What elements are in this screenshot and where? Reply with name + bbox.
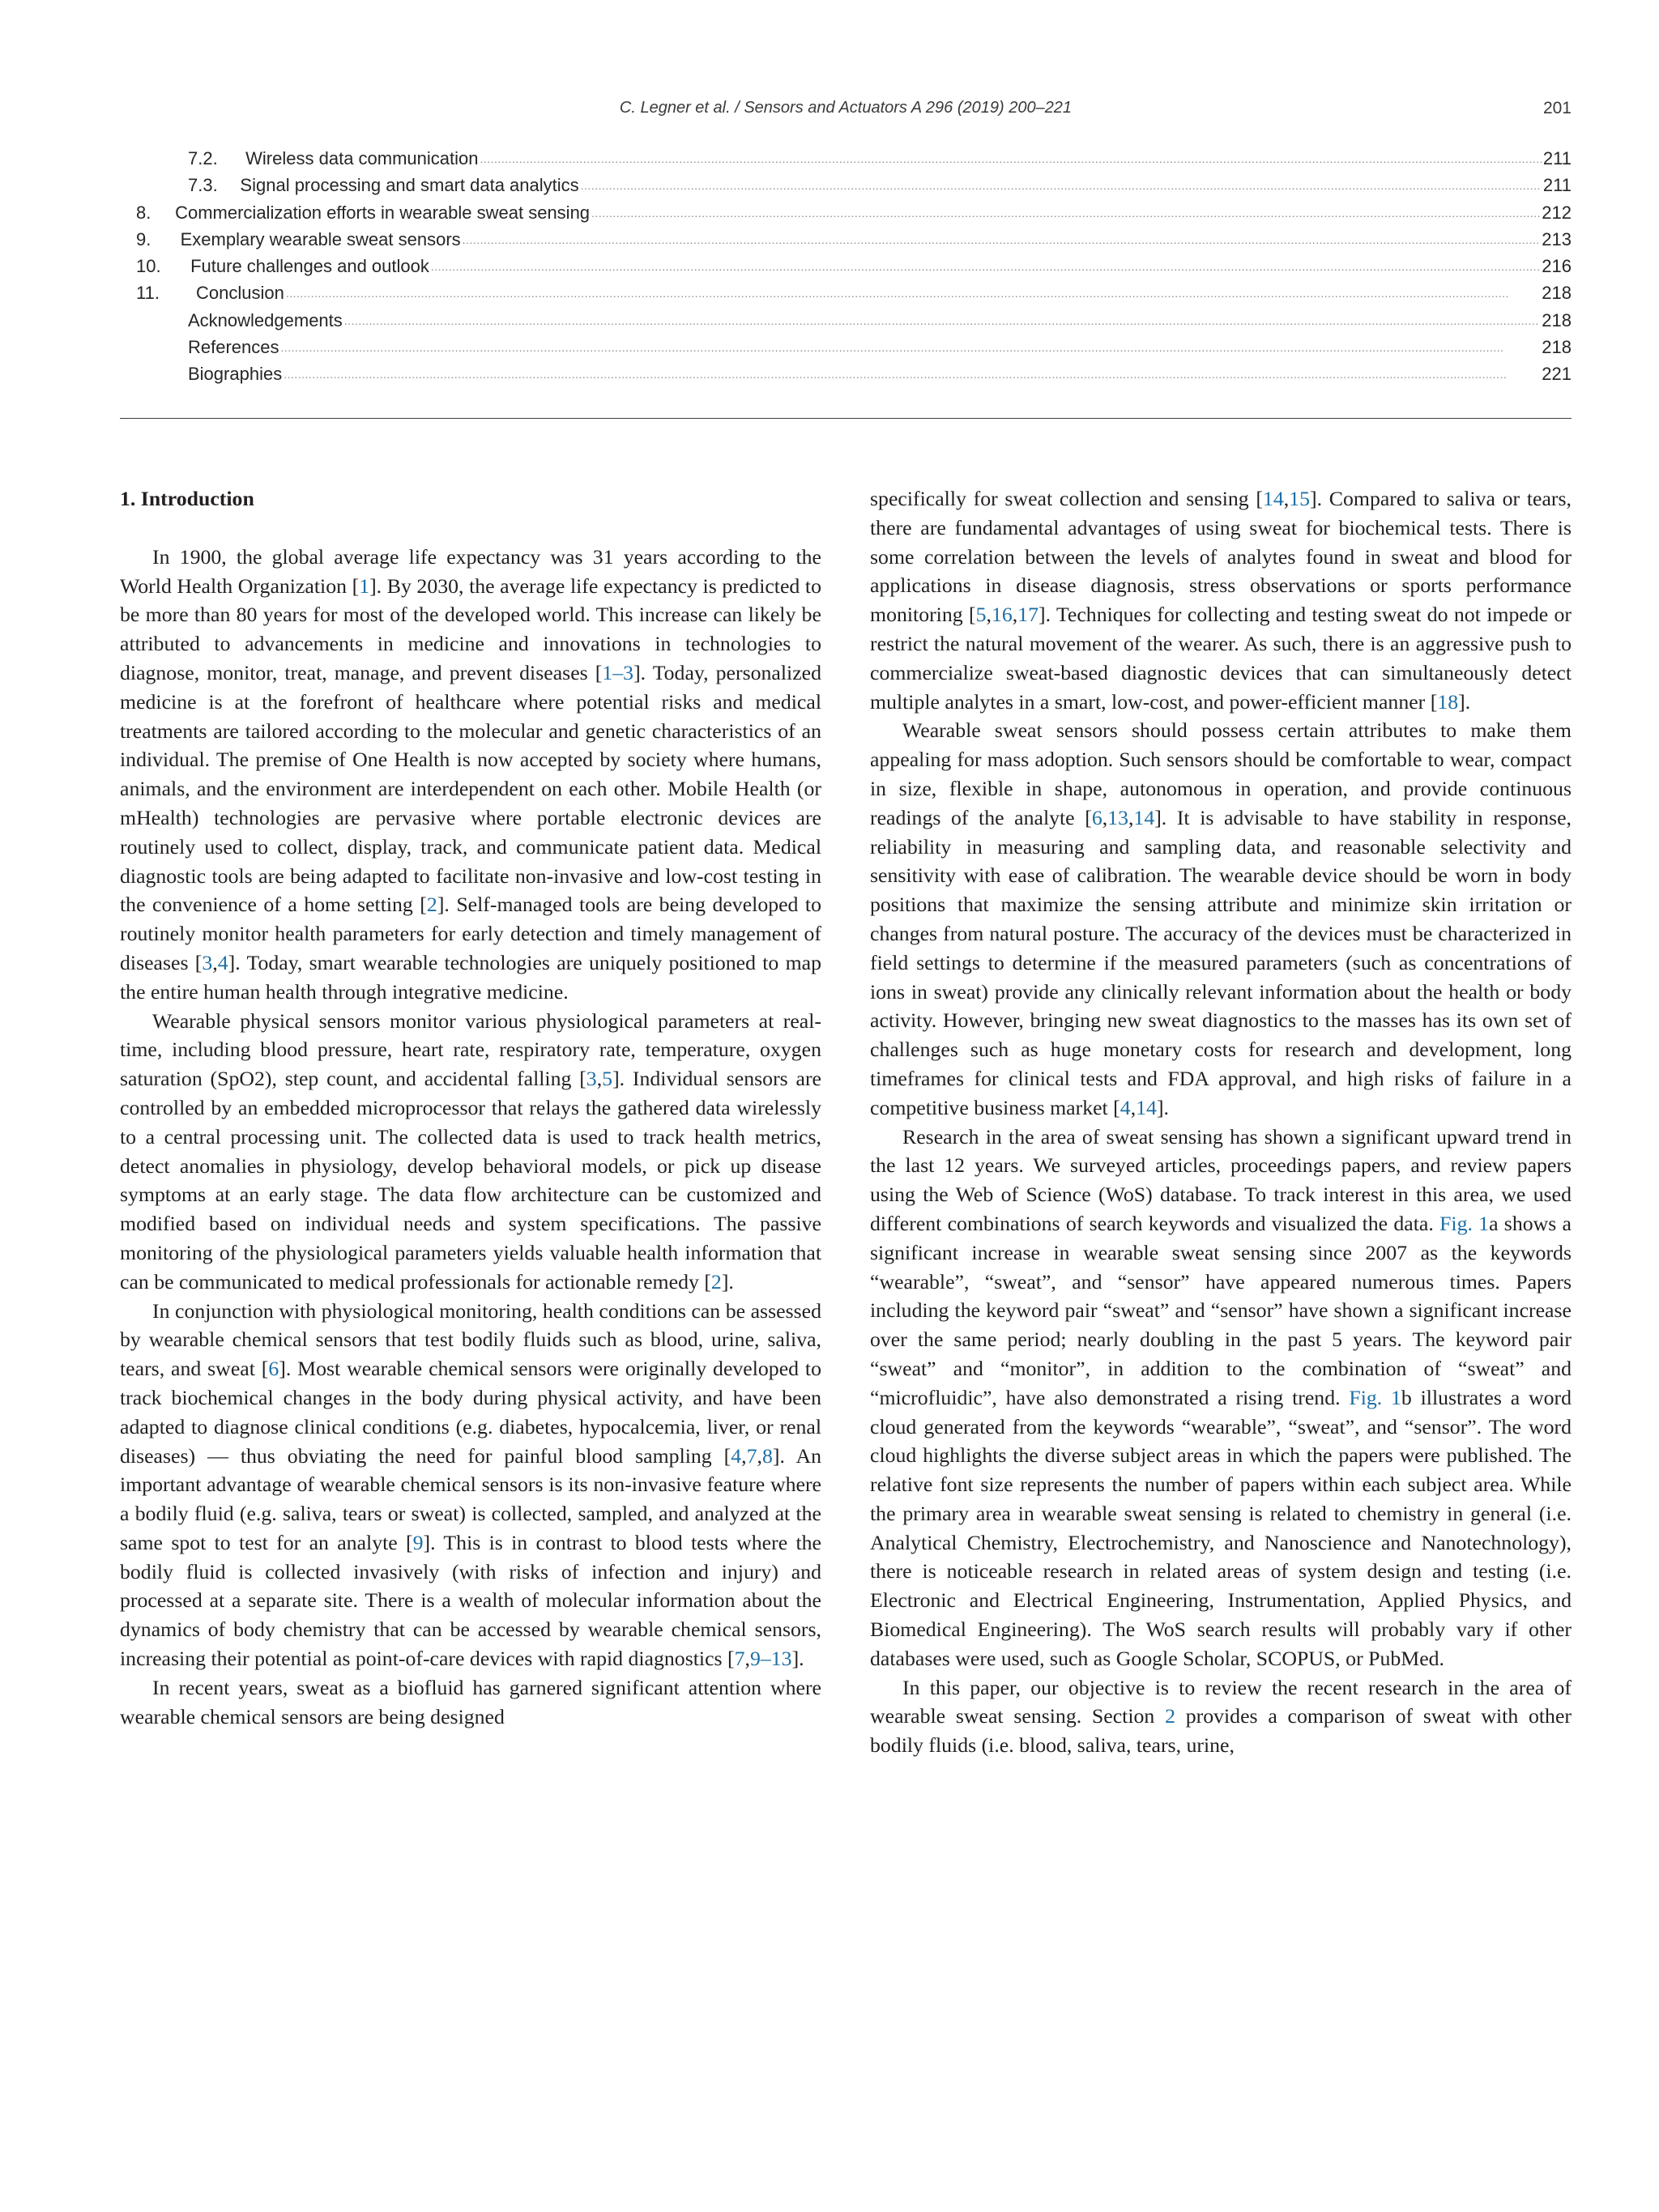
toc-entry[interactable] bbox=[120, 175, 1572, 202]
citation-link[interactable]: 5 bbox=[602, 1067, 613, 1091]
toc-dot-leader bbox=[284, 368, 1540, 381]
text-run: , bbox=[596, 1067, 603, 1091]
paragraph bbox=[120, 543, 821, 1007]
text-run: specifically for sweat collection and sensing [ bbox=[870, 487, 1263, 510]
toc-entry-page: 211 bbox=[1542, 148, 1572, 168]
text-run: ]. bbox=[1156, 1095, 1169, 1119]
citation-link[interactable]: 7 bbox=[746, 1443, 757, 1468]
toc-entry-page: 211 bbox=[1542, 175, 1572, 196]
citation-link[interactable]: 4 bbox=[217, 950, 228, 974]
toc-entry[interactable] bbox=[120, 256, 1572, 283]
citation-link[interactable]: 4 bbox=[731, 1443, 742, 1468]
text-run: ]. By 2030, the average life expectancy is predicted to be more than 80 years for most of the developed world. This increase can likely be attributed to advancements in medicine and innovations in technologies to diagnose, monitor, treat, manage, and prevent diseases [ bbox=[120, 573, 821, 684]
text-run: , bbox=[1012, 603, 1018, 627]
citation-link[interactable]: 5 bbox=[975, 603, 987, 627]
citation-link[interactable]: 14 bbox=[1136, 1095, 1157, 1119]
toc-entry-title: Wireless data communication bbox=[245, 148, 479, 168]
citation-link[interactable]: 1 bbox=[359, 573, 370, 598]
text-run: b illustrates a word cloud generated from the keywords “wearable”, “sweat”, and “sensor”. The word cloud highlights the diverse subject areas in which the papers were published. The relative font size represents the number of papers within each subject area. While the primary area in wearable sweat sensing is related to chemistry in general (i.e. Analytical Chemistry, Electrochemistry, and Nanoscience and Nanotechnology), there is noticeable research in related areas of system design and testing (i.e. Electronic and Electrical Engineering, Instrumentation, Applied Physics, and Biomedical Engineering). The WoS search results will probably vary if other databases were used, such as Google Scholar, SCOPUS, or PubMed. bbox=[870, 1385, 1572, 1670]
toc-entry-number: 11. bbox=[136, 283, 160, 304]
text-run: , bbox=[212, 950, 218, 974]
citation-link[interactable]: 7 bbox=[734, 1647, 745, 1671]
toc-entry[interactable] bbox=[120, 202, 1572, 229]
citation-link[interactable]: 3 bbox=[202, 950, 213, 974]
text-run: , bbox=[1283, 487, 1290, 510]
text-run: In recent years, sweat as a biofluid has garnered significant attention where wearable chemical sensors are being designed bbox=[120, 1675, 821, 1728]
text-run: ]. Techniques for collecting and testing sweat do not impede or restrict the natural movement of the wearer. As such, there is an aggressive push to commercialize sweat-based diagnostic devices that can simultaneously detect multiple analytes in a smart, low-cost, and power-efficient manner [ bbox=[870, 603, 1572, 714]
citation-link[interactable]: 15 bbox=[1289, 487, 1311, 510]
text-run: ]. It is advisable to have stability in response, reliability in measuring and sampling data, and reasonable selectivity and sensitivity with ease of calibration. The wearable device should be worn in body positions that maximize the sensing attribute and minimize skin irritation or changes from natural posture. The accuracy of the devices must be characterized in field settings to determine if the measured parameters (such as concentrations of ions in sweat) provide any clinically relevant information about the health or body activity. However, bringing new sweat diagnostics to the masses has its own set of challenges such as huge monetary costs for research and development, long timeframes for clinical tests and FDA approval, and high risks of failure in a competitive business market [ bbox=[870, 805, 1572, 1119]
toc-entry-number: 7.2. bbox=[188, 148, 218, 168]
text-run: ]. Most wearable chemical sensors were originally developed to track biochemical changes in the body during physical activity, and have been adapted to diagnose clinical conditions (e.g. diabetes, hypocalcemia, liver, or renal diseases) — thus obviating the need for painful blood sampling [ bbox=[120, 1357, 821, 1468]
text-run: In 1900, the global average life expectancy was 31 years according to the World Health Organization [ bbox=[120, 544, 821, 598]
citation-link[interactable]: 3 bbox=[586, 1067, 597, 1091]
text-run: In this paper, our objective is to review the recent research in the area of wearable sweat sensing. Section bbox=[870, 1675, 1572, 1728]
section-heading: 1. Introduction bbox=[120, 487, 254, 510]
toc-entry[interactable] bbox=[120, 283, 1572, 309]
paragraph bbox=[870, 716, 1572, 1122]
text-run: , bbox=[744, 1647, 750, 1671]
toc-entry-title: Acknowledgements bbox=[188, 309, 343, 330]
toc-dot-leader bbox=[286, 287, 1540, 300]
citation-link[interactable]: 9 bbox=[412, 1530, 424, 1554]
citation-link[interactable]: 9–13 bbox=[749, 1647, 792, 1671]
toc-dot-leader bbox=[463, 233, 1541, 246]
citation-link[interactable]: 2 bbox=[1165, 1704, 1175, 1728]
text-run: Research in the area of sweat sensing has shown a significant upward trend in the last 12 years. We surveyed articles, proceedings papers, and review papers using the Web of Science (WoS) database. To track interest in this area, we used different combinations of search keywords and visualized the data. bbox=[870, 1124, 1572, 1235]
text-run: In conjunction with physiological monitoring, health conditions can be assessed by wearable chemical sensors that test bodily fluids such as blood, urine, saliva, tears, and sweat [ bbox=[120, 1298, 821, 1381]
text-run: ]. bbox=[721, 1269, 734, 1294]
section-divider bbox=[120, 418, 1572, 419]
paragraph bbox=[120, 1007, 821, 1297]
paragraph bbox=[870, 1673, 1572, 1760]
text-run: Wearable physical sensors monitor various physiological parameters at real-time, including blood pressure, heart rate, respiratory rate, temperature, oxygen saturation (SpO2), step count, and accidental falling [ bbox=[120, 1008, 821, 1091]
toc-entry[interactable] bbox=[120, 148, 1572, 175]
text-run: ]. bbox=[1458, 689, 1471, 714]
running-title: C. Legner et al. / Sensors and Actuators A 296 (2019) 200–221 bbox=[619, 99, 1073, 117]
running-header bbox=[120, 99, 1572, 126]
toc-dot-leader bbox=[581, 179, 1542, 192]
toc-dot-leader bbox=[344, 314, 1541, 327]
citation-link[interactable]: 14 bbox=[1133, 805, 1155, 829]
toc-entry-page: 216 bbox=[1542, 256, 1572, 277]
toc-entry-number: 8. bbox=[136, 202, 151, 223]
text-run: , bbox=[1128, 805, 1134, 829]
toc-entry-title: Conclusion bbox=[196, 283, 284, 304]
text-run: ]. Compared to saliva or tears, there are fundamental advantages of using sweat for biochemical tests. There is some correlation between the levels of analytes found in sweat and blood for applications in disease diagnosis, stress observations or sports performance monitoring [ bbox=[870, 487, 1572, 627]
table-of-contents bbox=[120, 148, 1572, 391]
citation-link[interactable]: 1–3 bbox=[602, 660, 634, 684]
toc-entry-page: 212 bbox=[1542, 202, 1572, 223]
toc-dot-leader bbox=[431, 260, 1540, 273]
toc-entry[interactable] bbox=[120, 364, 1572, 390]
text-run: provides a comparison of sweat with other bodily fluids (i.e. blood, saliva, tears, urine, bbox=[870, 1704, 1572, 1758]
text-run: ]. Today, smart wearable technologies are uniquely positioned to map the entire human health through integrative medicine. bbox=[120, 950, 821, 1004]
citation-link[interactable]: Fig. 1 bbox=[1439, 1211, 1490, 1235]
text-run: , bbox=[1130, 1095, 1137, 1119]
right-column-body bbox=[870, 484, 1572, 1760]
text-run: ]. Individual sensors are controlled by an embedded microprocessor that relays the gathered data wirelessly to a central processing unit. The collected data is used to track health metrics, detect anomalies in physiology, develop behavioral models, or pick up disease symptoms at an early stage. The data flow architecture can be customized and modified based on individual needs and system specifications. The passive monitoring of the physiological parameters yields valuable health information that can be communicated to medical professionals for actionable remedy [ bbox=[120, 1067, 821, 1294]
toc-entry-page: 218 bbox=[1542, 309, 1572, 330]
toc-entry[interactable] bbox=[120, 337, 1572, 364]
paragraph bbox=[870, 484, 1572, 716]
text-run: ]. Today, personalized medicine is at the forefront of healthcare where potential risks and medical treatments are tailored according to the molecular and genetic characteristics of an individual. The premise of One Health is now accepted by society where humans, animals, and the environment are interdependent on each other. Mobile Health (or mHealth) technologies are pervasive where portable electronic devices are routinely used to collect, display, track, and communicate patient data. Medical diagnostic tools are being adapted to facilitate non-invasive and low-cost testing in the convenience of a home setting [ bbox=[120, 660, 821, 917]
citation-link[interactable]: Fig. 1 bbox=[1349, 1385, 1401, 1409]
citation-link[interactable]: 14 bbox=[1262, 487, 1284, 510]
toc-entry-title: References bbox=[188, 337, 279, 358]
text-run: , bbox=[757, 1443, 762, 1468]
toc-entry-page: 221 bbox=[1542, 364, 1572, 385]
text-run: a shows a significant increase in wearable sweat sensing since 2007 as the keywords “wearable”, “sweat”, and “sensor” have appeared numerous times. Papers including the keyword pair “sweat” and “sensor” have shown a significant increase over the same period; nearly doubling in the past 5 years. The keyword pair “sweat” and “monitor”, in addition to the combination of “sweat” and “microfluidic”, have also demonstrated a rising trend. bbox=[870, 1211, 1572, 1409]
text-run: ]. bbox=[791, 1647, 804, 1671]
text-run: , bbox=[741, 1443, 747, 1468]
citation-link[interactable]: 13 bbox=[1107, 805, 1128, 829]
citation-link[interactable]: 17 bbox=[1017, 603, 1039, 627]
page-number: 201 bbox=[1542, 99, 1572, 117]
paragraph bbox=[120, 1673, 821, 1732]
citation-link[interactable]: 6 bbox=[268, 1357, 279, 1381]
left-column bbox=[120, 484, 821, 1731]
toc-entry-number: 7.3. bbox=[188, 175, 218, 196]
citation-link[interactable]: 4 bbox=[1120, 1095, 1131, 1119]
text-run: ]. This is in contrast to blood tests where the bodily fluid is collected invasively (with risks of infection and injury) and processed at a separate site. There is a wealth of molecular information about the dynamics of body chemistry that can be accessed by wearable chemical sensors, increasing their potential as point-of-care devices with rapid diagnostics [ bbox=[120, 1530, 821, 1671]
toc-entry-page: 218 bbox=[1542, 337, 1572, 358]
toc-entry-title: Future challenges and outlook bbox=[190, 256, 429, 277]
toc-dot-leader bbox=[591, 207, 1540, 219]
right-column bbox=[870, 484, 1572, 1760]
left-column-body bbox=[120, 543, 821, 1732]
citation-link[interactable]: 2 bbox=[710, 1269, 722, 1294]
toc-entry-number: 10. bbox=[136, 256, 161, 277]
toc-entry-title: Commercialization efforts in wearable sweat sensing bbox=[175, 202, 591, 223]
toc-entry[interactable] bbox=[120, 229, 1572, 256]
toc-entry-title: Signal processing and smart data analytics bbox=[240, 175, 579, 196]
toc-entry[interactable] bbox=[120, 310, 1572, 337]
toc-dot-leader bbox=[281, 341, 1541, 354]
toc-entry-page: 218 bbox=[1542, 283, 1572, 304]
paragraph bbox=[120, 1297, 821, 1673]
toc-entry-title: Biographies bbox=[188, 364, 283, 385]
citation-link[interactable]: 16 bbox=[991, 603, 1013, 627]
text-run: , bbox=[986, 603, 992, 627]
toc-dot-leader bbox=[480, 152, 1542, 165]
text-run: ]. An important advantage of wearable chemical sensors is its non-invasive feature where a bodily fluid (e.g. saliva, tears or sweat) is collected, sampled, and analyzed at the same spot to test for an analyte [ bbox=[120, 1443, 821, 1554]
text-run: Wearable sweat sensors should possess certain attributes to make them appealing for mass adoption. Such sensors should be comfortable to wear, compact in size, flexible in shape, autonomous in operation, and provide continuous readings of the analyte [ bbox=[870, 718, 1572, 829]
citation-link[interactable]: 6 bbox=[1091, 805, 1102, 829]
paragraph bbox=[870, 1123, 1572, 1673]
text-run: , bbox=[1102, 805, 1108, 829]
citation-link[interactable]: 8 bbox=[761, 1443, 773, 1468]
text-run: ]. Self-managed tools are being developed to routinely monitor health parameters for early detection and timely management of diseases [ bbox=[120, 893, 821, 974]
toc-entry-page: 213 bbox=[1542, 228, 1572, 249]
citation-link[interactable]: 18 bbox=[1437, 689, 1459, 714]
toc-entry-title: Exemplary wearable sweat sensors bbox=[180, 228, 461, 249]
toc-entry-number: 9. bbox=[136, 228, 151, 249]
citation-link[interactable]: 2 bbox=[426, 893, 437, 917]
